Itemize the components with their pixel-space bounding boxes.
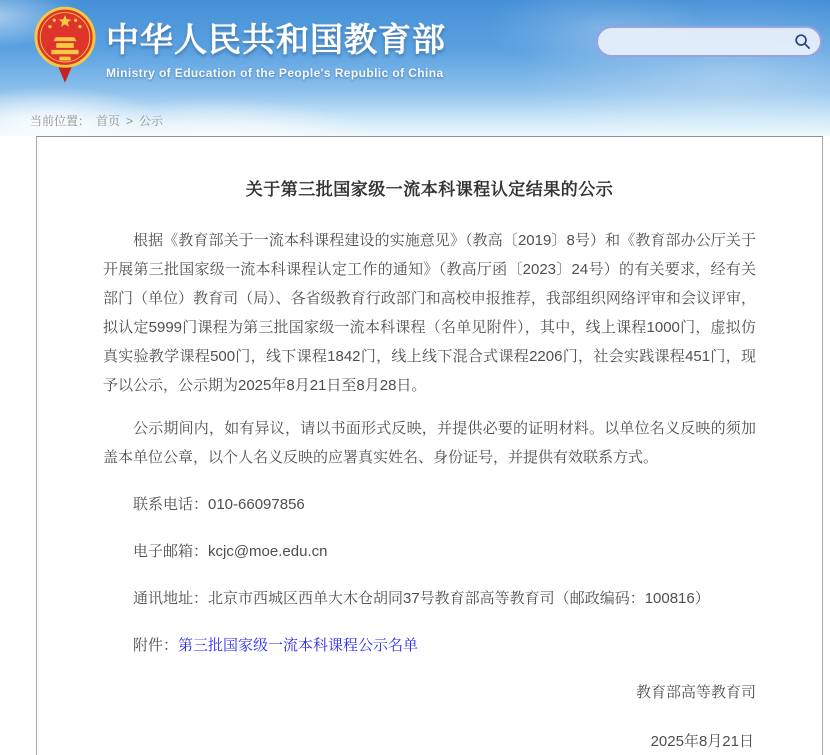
site-header: [0, 0, 830, 136]
site-logo[interactable]: [34, 6, 446, 84]
signature-department: 教育部高等教育司: [635, 684, 756, 701]
search-icon: [794, 33, 811, 50]
breadcrumb-prefix: 当前位置：: [30, 114, 91, 128]
signature-date: 2025年8月21日: [650, 733, 754, 750]
contact-phone: 联系电话：010-66097856: [133, 496, 305, 513]
site-titles: [106, 6, 446, 80]
announcement-card: [36, 136, 823, 755]
site-subtitle: Ministry of Education of the People's Republic of China: [106, 66, 444, 80]
search-button[interactable]: [792, 32, 812, 52]
attachment-label: 附件：: [133, 637, 179, 654]
attachment-link[interactable]: 第三批国家级一流本科课程公示名单: [178, 637, 419, 654]
paragraph-objection-notes: 公示期间内，如有异议，请以书面形式反映，并提供必要的证明材料。以单位名义反映的须加盖本单位公章，以个人名义反映的应署真实姓名、身份证号，并提供有效联系方式。: [103, 420, 756, 466]
site-title: 中华人民共和国教育部: [106, 21, 446, 58]
contact-address: 通讯地址：北京市西城区西单大木仓胡同37号教育部高等教育司（邮政编码：100816）: [133, 590, 710, 607]
breadcrumb-home-link[interactable]: 首页: [96, 114, 121, 128]
national-emblem-icon: [34, 6, 96, 84]
search-input[interactable]: [610, 28, 792, 55]
page-title: 关于第三批国家级一流本科课程认定结果的公示: [245, 180, 614, 199]
breadcrumb-current: 公示: [139, 114, 164, 128]
contact-email: 电子邮箱：kcjc@moe.edu.cn: [133, 543, 328, 560]
search-box: [596, 26, 822, 57]
paragraph-recognition-result: 根据《教育部关于一流本科课程建设的实施意见》（教高〔2019〕8号）和《教育部办公厅关于开展第三批国家级一流本科课程认定工作的通知》（教高厅函〔2023〕24号）的有关要求，经有关部门（单位）教育司（局）、各省级教育行政部门和高校申报推荐，我部组织网络评审和会议评审，拟认定5999门课程为第三批国家级一流本科课程（名单见附件），其中，线上课程1000门，虚拟仿真实验教学课程500门，线下课程1842门，线上线下混合式课程2206门，社会实践课程451门，现予以公示，公示期为2025年8月21日至8月28日。: [103, 232, 756, 394]
attachment-row: [103, 631, 756, 660]
breadcrumb-separator-icon: >: [126, 113, 134, 128]
breadcrumb: [30, 112, 163, 129]
